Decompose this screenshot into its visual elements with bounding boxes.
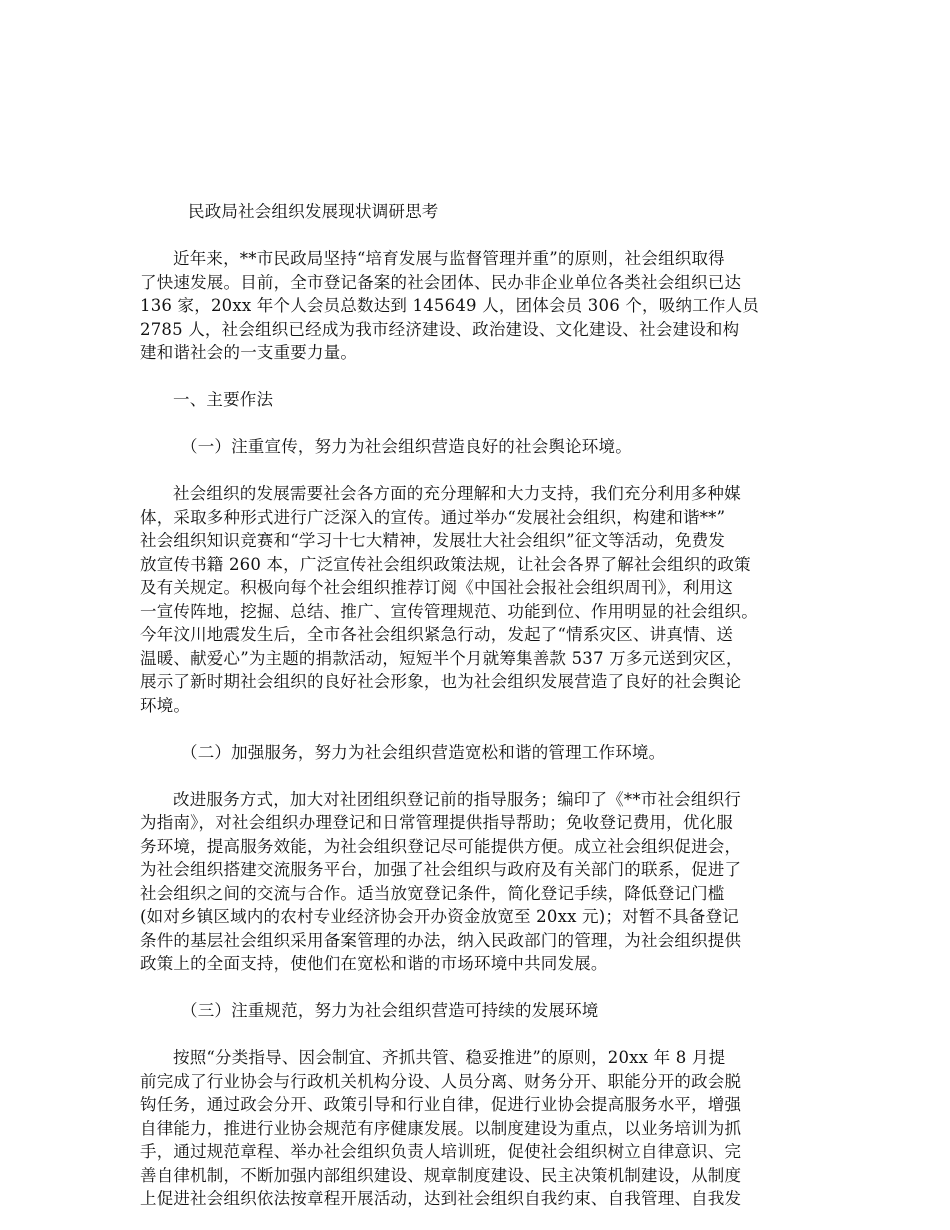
paragraph-line: 展示了新时期社会组织的良好社会形象，也为社会组织发展营造了良好的社会舆论 bbox=[140, 672, 742, 691]
paragraph-line: 了快速发展。目前，全市登记备案的社会团体、民办非企业单位各类社会组织已达 bbox=[140, 272, 742, 292]
spacer bbox=[140, 717, 830, 741]
subsection-heading: （一）注重宣传，努力为社会组织营造良好的社会舆论环境。 bbox=[181, 437, 632, 456]
subsection-heading: （三）注重规范，努力为社会组织营造可持续的发展环境 bbox=[181, 1001, 599, 1020]
spacer bbox=[140, 1023, 830, 1047]
paragraph-line: 条件的基层社会组织采用备案管理的办法，纳入民政部门的管理，为社会组织提供 bbox=[140, 930, 742, 950]
paragraph-line: 自律能力，推进行业协会规范有序健康发展。以制度建设为重点，以业务培训为抓 bbox=[140, 1118, 742, 1138]
paragraph-line: 及有关规定。积极向每个社会组织推荐订阅《中国社会报社会组织周刊》，利用这 bbox=[140, 578, 733, 597]
paragraph-line: 钩任务，通过政会分开、政策引导和行业自律，促进行业协会提高服务水平，增强 bbox=[140, 1095, 742, 1114]
paragraph-line: 按照“分类指导、因会制宜、齐抓共管、稳妥推进”的原则，20xx 年 8 月提 bbox=[173, 1048, 726, 1067]
paragraph-line: (如对乡镇区域内的农村专业经济协会开办资金放宽至 20xx 元)；对暂不具备登记 bbox=[140, 907, 739, 926]
paragraph-line: 为指南》，对社会组织办理登记和日常管理提供指导帮助；免收登记费用，优化服 bbox=[140, 813, 733, 832]
paragraph-line: 善自律机制，不断加强内部组织建设、规章制度建设、民主决策机制建设，从制度 bbox=[140, 1165, 742, 1185]
subsection-3-paragraph bbox=[140, 1046, 830, 1211]
subsection-2-paragraph bbox=[140, 788, 830, 976]
subsection-heading: （二）加强服务，努力为社会组织营造宽松和谐的管理工作环境。 bbox=[181, 742, 666, 762]
intro-paragraph bbox=[140, 247, 830, 365]
document-title: 民政局社会组织发展现状调研思考 bbox=[188, 202, 439, 221]
spacer bbox=[140, 976, 830, 1000]
paragraph-line: 2785 人，社会组织已经成为我市经济建设、政治建设、文化建设、社会建设和构 bbox=[140, 319, 740, 339]
subsection-1-paragraph bbox=[140, 482, 830, 717]
paragraph-line: 前完成了行业协会与行政机关机构分设、人员分离、财务分开、职能分开的政会脱 bbox=[140, 1071, 742, 1091]
paragraph-line: 建和谐社会的一支重要力量。 bbox=[140, 343, 358, 362]
paragraph-line: 改进服务方式，加大对社团组织登记前的指导服务；编印了《**市社会组织行 bbox=[173, 789, 741, 809]
paragraph-line: 今年汶川地震发生后，全市各社会组织紧急行动，发起了“情系灾区、讲真情、送 bbox=[140, 625, 734, 644]
paragraph-line: 环境。 bbox=[140, 695, 191, 715]
paragraph-line: 政策上的全面支持，使他们在宽松和谐的市场环境中共同发展。 bbox=[140, 954, 608, 973]
paragraph-line: 社会组织之间的交流与合作。适当放宽登记条件，简化登记手续，降低登记门槛 bbox=[140, 883, 725, 903]
paragraph-line: 上促进社会组织依法按章程开展活动，达到社会组织自我约束、自我管理、自我发 bbox=[140, 1189, 742, 1208]
spacer bbox=[140, 459, 830, 483]
spacer bbox=[140, 365, 830, 389]
spacer bbox=[140, 224, 830, 248]
paragraph-line: 社会组织知识竞赛和“学习十七大精神，发展壮大社会组织”征文等活动，免费发 bbox=[140, 531, 726, 550]
paragraph-line: 一宣传阵地，挖掘、总结、推广、宣传管理规范、功能到位、作用明显的社会组织。 bbox=[140, 601, 758, 621]
paragraph-line: 放宣传书籍 260 本，广泛宣传社会组织政策法规，让社会各界了解社会组织的政策 bbox=[140, 554, 751, 574]
document-page bbox=[140, 200, 830, 1211]
spacer bbox=[140, 764, 830, 788]
paragraph-line: 手，通过规范章程、举办社会组织负责人培训班，促使社会组织树立自律意识、完 bbox=[140, 1142, 742, 1161]
paragraph-line: 近年来，**市民政局坚持“培育发展与监督管理并重”的原则，社会组织取得 bbox=[173, 249, 725, 268]
paragraph-line: 136 家，20xx 年个人会员总数达到 145649 人，团体会员 306 个，吸纳工作人员 bbox=[140, 296, 759, 315]
spacer bbox=[140, 412, 830, 436]
paragraph-line: 体，采取多种形式进行广泛深入的宣传。通过举办“发展社会组织，构建和谐**” bbox=[140, 507, 726, 527]
paragraph-line: 温暖、献爱心”为主题的捐款活动，短短半个月就筹集善款 537 万多元送到灾区， bbox=[140, 648, 743, 668]
section-heading: 一、主要作法 bbox=[173, 390, 274, 409]
paragraph-line: 务环境，提高服务效能，为社会组织登记尽可能提供方便。成立社会组织促进会， bbox=[140, 836, 742, 856]
paragraph-line: 为社会组织搭建交流服务平台，加强了社会组织与政府及有关部门的联系，促进了 bbox=[140, 860, 742, 879]
paragraph-line: 社会组织的发展需要社会各方面的充分理解和大力支持，我们充分利用多种媒 bbox=[173, 484, 741, 503]
